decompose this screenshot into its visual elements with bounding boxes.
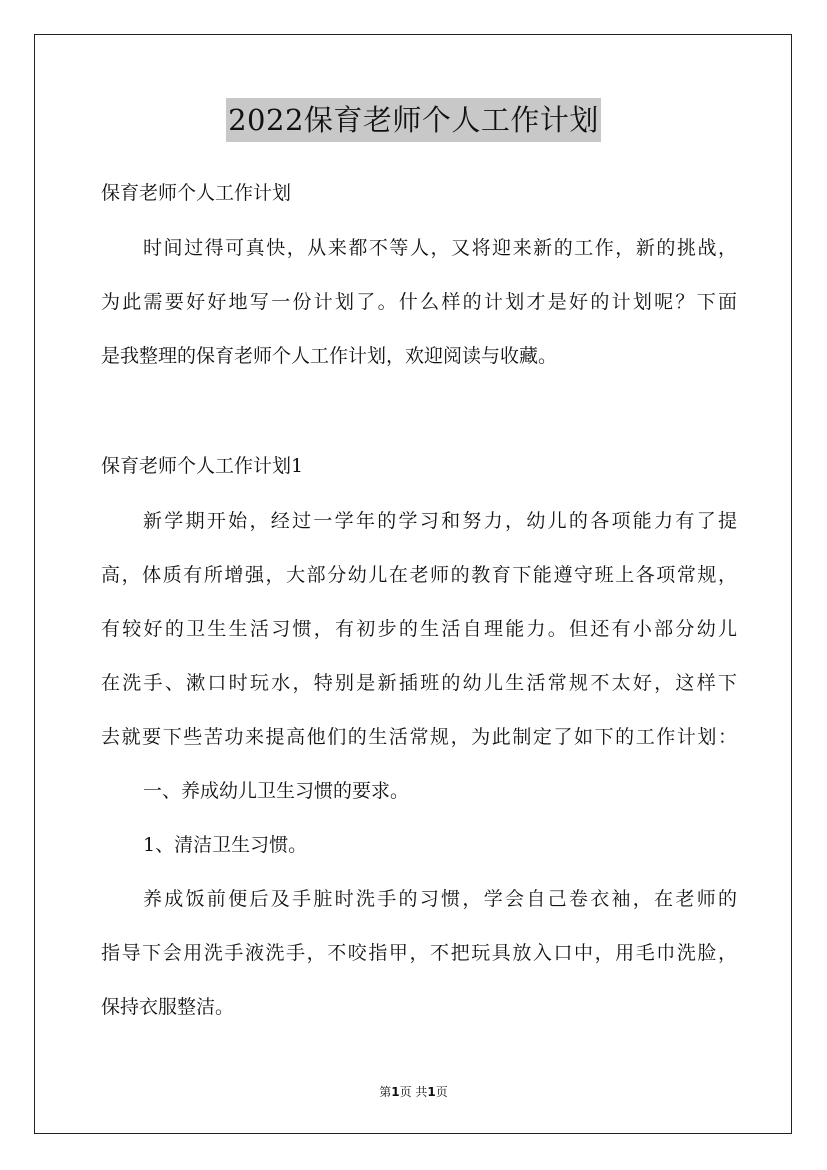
point-1: 一、养成幼儿卫生习惯的要求。 (143, 780, 410, 802)
footer-page-number: 1 (391, 1085, 400, 1099)
section1-line-1: 新学期开始，经过一学年的学习和努力，幼儿的各项能力有了提 (143, 510, 737, 532)
section1-line-4: 在洗手、漱口时玩水，特别是新插班的幼儿生活常规不太好，这样下 (101, 672, 737, 694)
footer-page-total: 1 (427, 1085, 436, 1099)
section1-line-3: 有较好的卫生生活习惯，有初步的生活自理能力。但还有小部分幼儿 (101, 618, 737, 640)
footer-page-mid: 页 共 (399, 1085, 428, 1099)
sub-point-1: 1、清洁卫生习惯。 (143, 834, 308, 856)
section1-line-5: 去就要下些苦功来提高他们的生活常规，为此制定了如下的工作计划： (101, 726, 737, 748)
intro-line-2: 为此需要好好地写一份计划了。什么样的计划才是好的计划呢？下面 (101, 291, 737, 313)
footer-page-prefix: 第 (379, 1085, 392, 1099)
document-title: 2022保育老师个人工作计划 (226, 98, 601, 142)
sub1-line-3: 保持衣服整洁。 (101, 996, 235, 1018)
intro-line-1: 时间过得可真快，从来都不等人，又将迎来新的工作，新的挑战， (143, 237, 737, 259)
section1-line-2: 高，体质有所增强，大部分幼儿在老师的教育下能遵守班上各项常规， (101, 564, 737, 586)
section1-title: 保育老师个人工作计划1 (101, 455, 304, 477)
footer-page-suffix: 页 (435, 1085, 448, 1099)
page-footer (0, 1084, 827, 1100)
intro-line-3: 是我整理的保育老师个人工作计划，欢迎阅读与收藏。 (101, 345, 558, 367)
title-container (0, 98, 827, 142)
sub1-line-1: 养成饭前便后及手脏时洗手的习惯，学会自己卷衣袖，在老师的 (143, 888, 737, 910)
sub1-line-2: 指导下会用洗手液洗手，不咬指甲，不把玩具放入口中，用毛巾洗脸， (101, 942, 737, 964)
document-heading: 保育老师个人工作计划 (101, 182, 292, 204)
